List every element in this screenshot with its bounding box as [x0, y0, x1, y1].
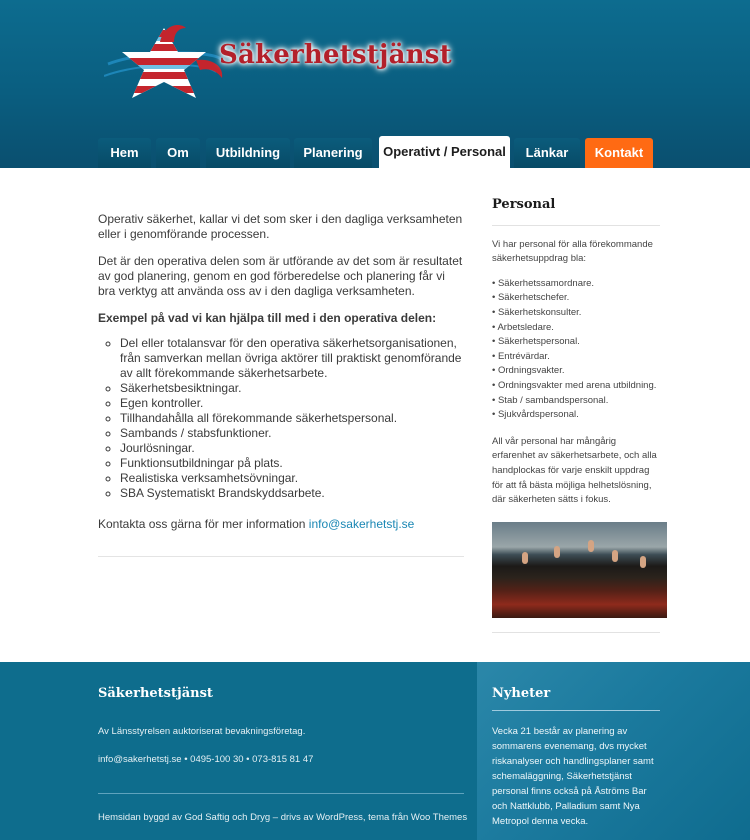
- photo-detail: [612, 550, 618, 562]
- list-item: ◦ Jourlösningar.: [120, 441, 464, 456]
- list-item: • Ordningsvakter med arena utbildning.: [492, 379, 657, 391]
- photo-detail: [554, 546, 560, 558]
- footer-contact: info@sakerhetstj.se • 0495-100 30 • 073-815 81 47: [98, 754, 314, 765]
- list-item: ◦ Egen kontroller.: [120, 396, 464, 411]
- nav-item-operativt-personal[interactable]: Operativt / Personal: [379, 136, 510, 168]
- news-text: Vecka 21 består av planering av sommarens evenemang, dvs mycket riskanalyser och handlingsplaner samt schemaläggning, Säkerhetstjänst personal finns också på Åströms Bar och Nattklubb, Palladium samt Nya Metropol denna vecka.: [492, 726, 654, 827]
- list-item: • Entrévärdar.: [492, 350, 550, 362]
- list-item: ◦ Tillhandahålla all förekommande säkerhetspersonal.: [120, 411, 464, 426]
- nav-item-utbildning[interactable]: Utbildning: [206, 138, 290, 168]
- intro-paragraph: Operativ säkerhet, kallar vi det som sker i den dagliga verksamheten eller i genomförande processen.: [98, 212, 463, 241]
- news-title: Nyheter: [492, 686, 551, 701]
- site-header: [0, 0, 750, 168]
- contact-email-link[interactable]: info@sakerhetstj.se: [308, 517, 415, 531]
- contact-paragraph: [98, 517, 464, 532]
- photo-detail: [640, 556, 646, 568]
- list-item: • Arbetsledare.: [492, 321, 554, 333]
- footer-divider: [98, 793, 464, 794]
- nav-item-kontakt[interactable]: Kontakt: [585, 138, 653, 168]
- list-item: • Säkerhetskonsulter.: [492, 306, 582, 318]
- site-footer: [0, 662, 750, 840]
- list-item: ◦ SBA Systematiskt Brandskyddsarbete.: [120, 486, 464, 501]
- list-item: ◦ Del eller totalansvar för den operativa säkerhetsorganisationen, från samverkan mellan övriga aktörer till praktiskt genomförande av allt förekommande säkerhetsarbete.: [120, 336, 464, 381]
- list-item: ◦ Realistiska verksamhetsövningar.: [120, 471, 464, 486]
- list-item: ◦ Säkerhetsbesiktningar.: [120, 381, 464, 396]
- examples-heading: Exempel på vad vi kan hjälpa till med i den operativa delen:: [98, 311, 437, 325]
- footer-title: Säkerhetstjänst: [98, 686, 213, 701]
- site-logo-text[interactable]: Säkerhetstjänst: [219, 40, 452, 70]
- list-item: ◦ Funktionsutbildningar på plats.: [120, 456, 464, 471]
- list-item: • Säkerhetspersonal.: [492, 336, 580, 348]
- sidebar-intro: Vi har personal för alla förekommande säkerhetsuppdrag bla:: [492, 238, 653, 265]
- footer-description: Av Länsstyrelsen auktoriserat bevakningsföretag.: [98, 726, 306, 737]
- nav-item-hem[interactable]: Hem: [98, 138, 151, 168]
- list-item: • Stab / sambandspersonal.: [492, 394, 609, 406]
- footer-credits: Hemsidan byggd av God Saftig och Dryg – drivs av WordPress, tema från Woo Themes: [98, 812, 468, 823]
- sidebar-title: Personal: [492, 197, 556, 212]
- description-paragraph: Det är den operativa delen som är utförande av det som är resultatet av god planering, genom en god förberedelse och planering får vi bra verktyg att använda oss av i den dagliga verksamheten.: [98, 254, 463, 298]
- news-divider: [492, 710, 660, 711]
- nav-item-om[interactable]: Om: [156, 138, 200, 168]
- sidebar: [492, 196, 660, 633]
- list-item: • Ordningsvakter.: [492, 365, 565, 377]
- personnel-list: [492, 277, 660, 423]
- sidebar-divider: [492, 632, 660, 633]
- sidebar-outro: All vår personal har mångårig erfarenhet av säkerhetsarbete, och alla handplockas för varje enskilt uppdrag för att få bästa möjliga helhetslösning, där säkerheten sätts i fokus.: [492, 435, 657, 506]
- list-item: • Säkerhetschefer.: [492, 292, 570, 304]
- nav-item-lankar[interactable]: Länkar: [514, 138, 580, 168]
- list-item: • Säkerhetssamordnare.: [492, 277, 595, 289]
- sidebar-divider: [492, 225, 660, 226]
- content-divider: [98, 556, 464, 557]
- nav-item-planering[interactable]: Planering: [294, 138, 372, 168]
- contact-text: Kontakta oss gärna för mer information: [98, 517, 309, 531]
- crowd-photo: [492, 522, 667, 618]
- examples-list: [98, 336, 464, 501]
- list-item: • Sjukvårdspersonal.: [492, 409, 579, 421]
- photo-detail: [588, 540, 594, 552]
- photo-detail: [522, 552, 528, 564]
- main-content: [98, 212, 464, 544]
- list-item: ◦ Sambands / stabsfunktioner.: [120, 426, 464, 441]
